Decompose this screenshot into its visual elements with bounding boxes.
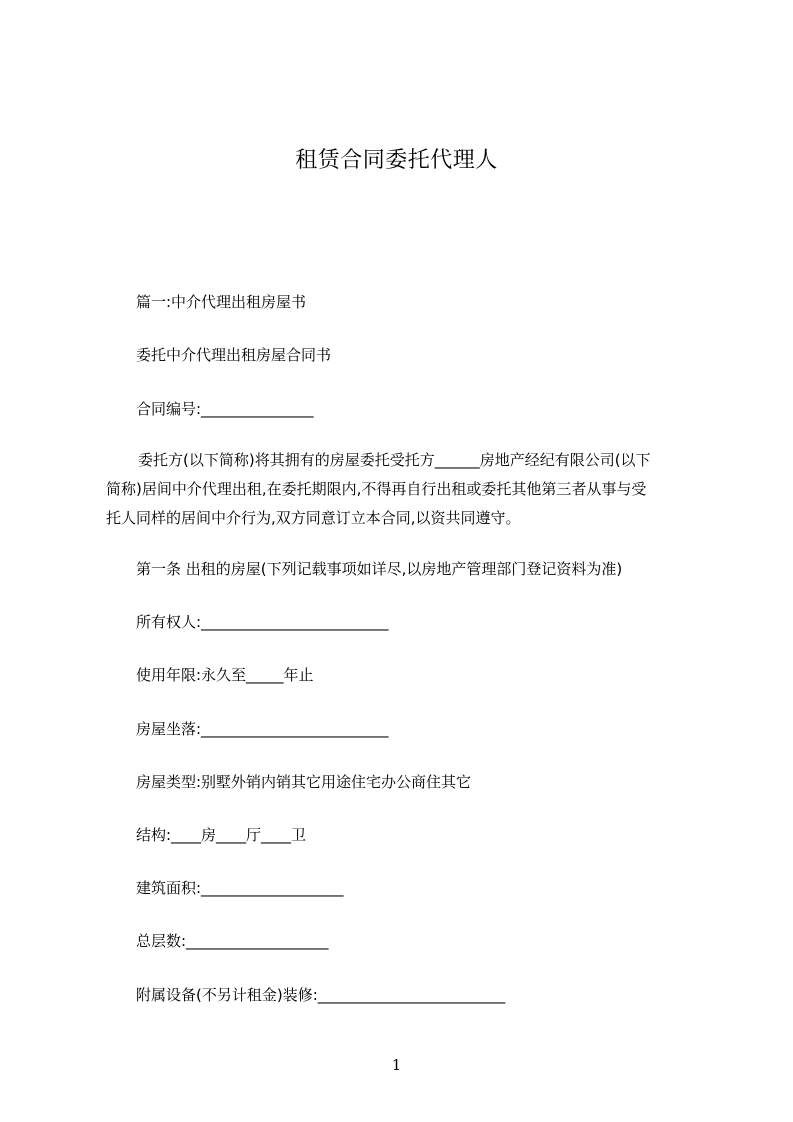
chapter-heading: 篇一:中介代理出租房屋书: [136, 293, 307, 311]
page-number: 1: [391, 1056, 402, 1074]
document-name: 委托中介代理出租房屋合同书: [136, 346, 332, 364]
contract-number-field: 合同编号:_______________: [136, 400, 314, 418]
intro-line-1: 委托方(以下简称)将其拥有的房屋委托受托方______房地产经纪有限公司(以下: [138, 451, 651, 469]
use-term-field: 使用年限:永久至_____年止: [136, 666, 314, 684]
house-type-field: 房屋类型:别墅外销内销其它用途住宅办公商住其它: [136, 773, 472, 791]
structure-field: 结构:____房____厅____卫: [136, 826, 307, 844]
article-1-heading: 第一条 出租的房屋(下列记载事项如详尽,以房地产管理部门登记资料为准): [136, 560, 623, 578]
page-title: 租赁合同委托代理人: [295, 148, 498, 173]
intro-line-3: 托人同样的居间中介行为,双方同意订立本合同,以资共同遵守。: [106, 509, 521, 527]
owner-field: 所有权人:_________________________: [136, 613, 389, 631]
floors-field: 总层数:___________________: [136, 932, 329, 950]
intro-paragraph: [106, 446, 706, 533]
facilities-field: 附属设备(不另计租金)装修:_________________________: [136, 986, 506, 1004]
intro-line-2: 简称)居间中介代理出租,在委托期限内,不得再自行出租或委托其他第三者从事与受: [106, 480, 647, 498]
location-field: 房屋坐落:_________________________: [136, 720, 389, 738]
area-field: 建筑面积:___________________: [136, 879, 344, 897]
